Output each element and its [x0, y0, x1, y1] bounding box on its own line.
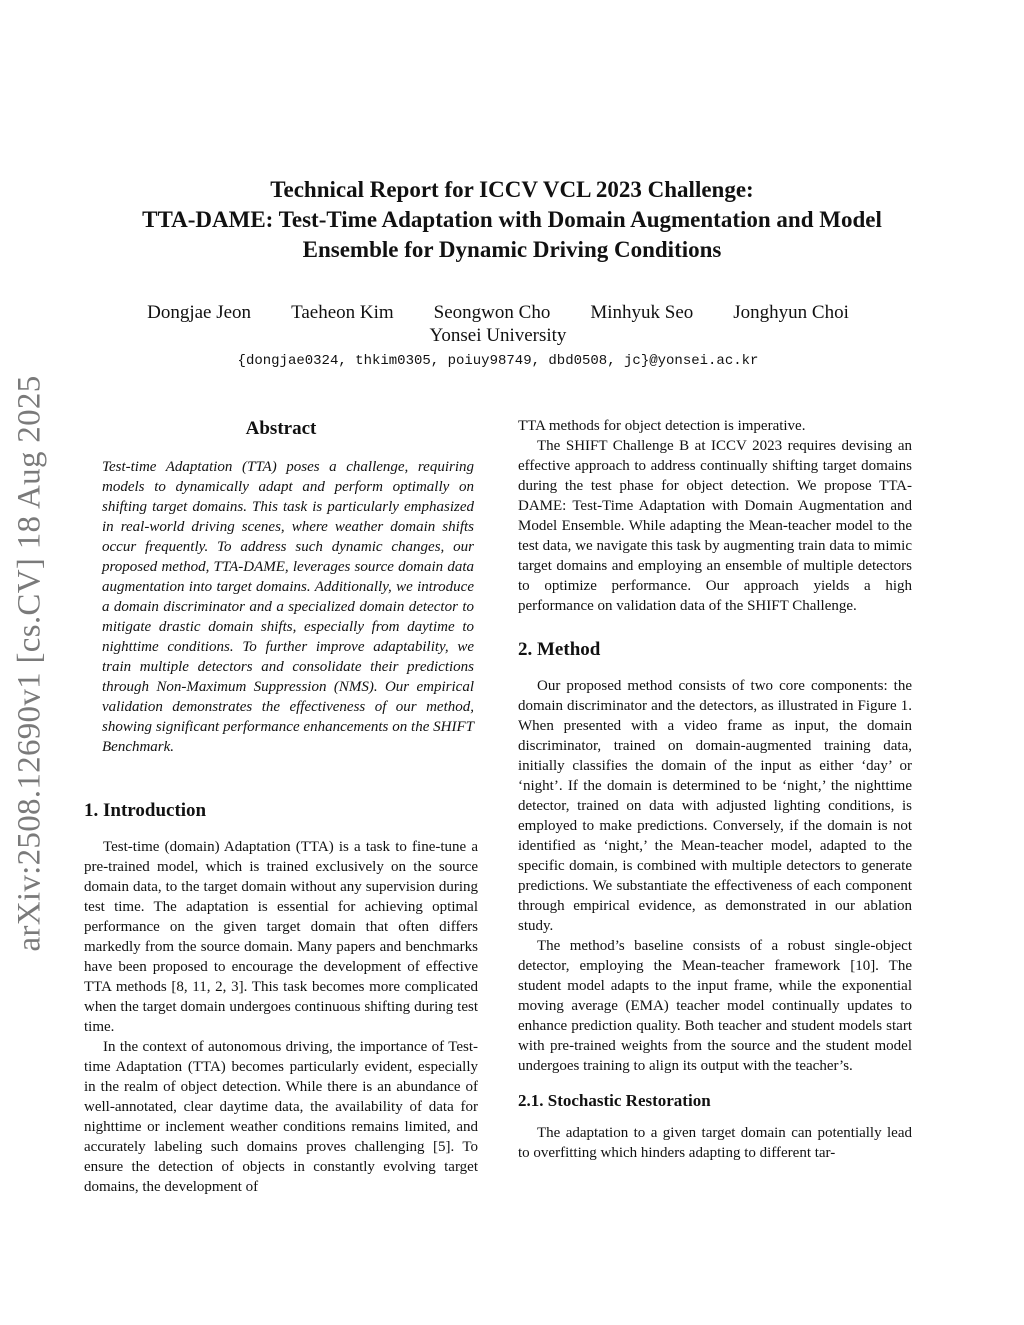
method-paragraph: The method’s baseline consists of a robust single-object detector, employing the Mean-teacher framework [10]. The student model adapts to the input frame, while the exponential moving average (EMA) teacher model continually updates to enhance prediction quality. Both teacher and student models start with pre-trained weights from the source and the student model undergoes training to align its output with the teacher’s.	[518, 938, 912, 1074]
abstract-heading: Abstract	[245, 418, 317, 439]
left-column	[84, 417, 478, 1197]
abstract-text: Test-time Adaptation (TTA) poses a challenge, requiring models to dynamically adapt and perform optimally on shifting target domains. This task is particularly emphasized in real-world driving scenes, where weather domain shifts occur frequently. To address such dynamic changes, our proposed method, TTA-DAME, leverages source domain data augmentation into target domains. Additionally, we introduce a domain discriminator and a specialized domain detector to mitigate drastic domain shifts, especially from daytime to nighttime conditions. To further improve adaptability, we train multiple detectors and consolidate their predictions through Non-Maximum Suppression (NMS). Our empirical validation demonstrates the effectiveness of our method, showing significant performance enhancements on the SHIFT Benchmark.	[102, 459, 474, 755]
right-column	[518, 416, 912, 1163]
introduction-paragraph: In the context of autonomous driving, the importance of Test-time Adaptation (TTA) becomes particularly evident, especially in the realm of object detection. While there is an abundance of well-annotated, clear daytime data, the availability of data for nighttime or inclement weather conditions remains limited, and accurately labeling such domains proves challenging [5]. To ensure the detection of objects in constantly evolving target domains, the development of	[84, 1039, 478, 1195]
method-paragraph: Our proposed method consists of two core components: the domain discriminator and the detectors, as illustrated in Figure 1. When presented with a video frame as input, the domain discriminator, trained on domain-augmented training data, initially classifies the domain of the input as either ‘day’ or ‘night’. If the domain is determined to be ‘night,’ the nighttime detector, trained on data with adjusted lighting conditions, is employed to make predictions. Conversely, if the domain is not identified as ‘night,’ the Mean-teacher model, adapted to the specific domain, is combined with multiple detectors to generate predictions. We substantiate the effectiveness of each component through empirical evidence, as demonstrated in our ablation study.	[518, 678, 912, 934]
introduction-paragraph: Test-time (domain) Adaptation (TTA) is a task to fine-tune a pre-trained model, which is trained exclusively on the source domain data, to the target domain without any supervision during test time. The adaptation is essential for achieving optimal performance on the given target domain that often differs markedly from the source domain. Many papers and benchmarks have been proposed to encourage the development of effective TTA methods [8, 11, 2, 3]. This task becomes more complicated when the target domain undergoes continuous shifting during test time.	[84, 839, 478, 1035]
title-line-1: Technical Report for ICCV VCL 2023 Challenge:	[270, 177, 754, 202]
introduction-heading: 1. Introduction	[84, 800, 207, 821]
author-list	[80, 301, 916, 325]
stochastic-restoration-paragraph: The adaptation to a given target domain can potentially lead to overfitting which hinders adapting to different tar-	[518, 1125, 912, 1161]
introduction-continuation: TTA methods for object detection is imperative.	[518, 418, 806, 434]
author-name: Jonghyun Choi	[733, 302, 849, 323]
author-name: Minhyuk Seo	[590, 302, 694, 323]
paper-title	[80, 175, 944, 265]
method-heading: 2. Method	[518, 639, 601, 660]
author-emails: {dongjae0324, thkim0305, poiuy98749, dbd0508, jc}@yonsei.ac.kr	[237, 353, 759, 369]
author-name: Taeheon Kim	[291, 302, 394, 323]
affiliation: Yonsei University	[429, 325, 567, 346]
introduction-paragraph: The SHIFT Challenge B at ICCV 2023 requires devising an effective approach to address continually shifting target domains during the test phase for object detection. We propose TTA-DAME: Test-Time Adaptation with Domain Augmentation and Model Ensemble. While adapting the Mean-teacher model to the test data, we navigate this task by augmenting train data to mimic target domains and employing an ensemble of multiple detectors to optimize performance. Our approach yields a high performance on validation data of the SHIFT Challenge.	[518, 438, 912, 614]
author-name: Dongjae Jeon	[147, 302, 252, 323]
title-line-3: Ensemble for Dynamic Driving Conditions	[302, 237, 722, 262]
author-name: Seongwon Cho	[433, 302, 551, 323]
arxiv-identifier	[0, 368, 60, 958]
title-line-2: TTA-DAME: Test-Time Adaptation with Domain Augmentation and Model	[142, 207, 882, 232]
stochastic-restoration-heading: 2.1. Stochastic Restoration	[518, 1091, 711, 1110]
arxiv-id-text: arXiv:2508.12690v1 [cs.CV] 18 Aug 2025	[11, 374, 48, 952]
